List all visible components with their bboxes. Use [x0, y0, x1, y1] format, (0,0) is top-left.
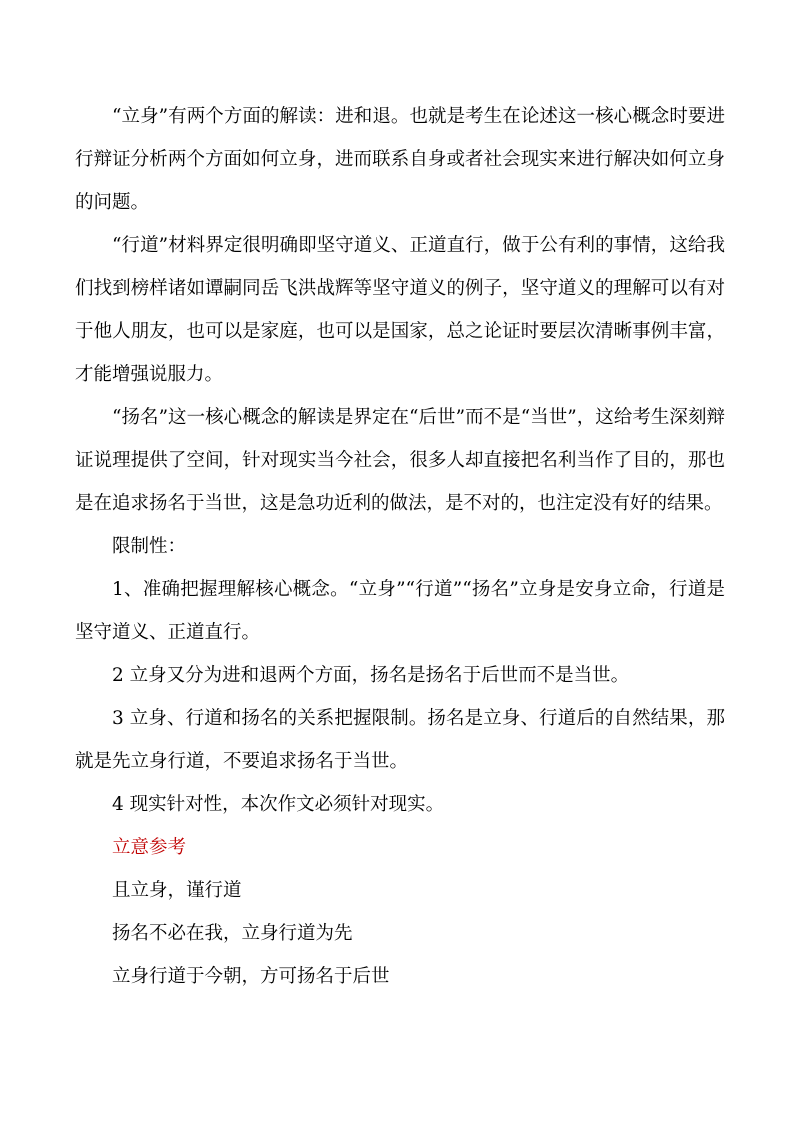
reference-item-2: 扬名不必在我，立身行道为先 [112, 923, 353, 944]
limits-item-3: 3 立身、行道和扬名的关系把握限制。扬名是立身、行道后的自然结果，那就是先立身行道，不要追求扬名于当世。 [75, 708, 725, 772]
reference-item-1: 且立身，谨行道 [112, 880, 242, 901]
limits-item-2: 2 立身又分为进和退两个方面，扬名是扬名于后世而不是当世。 [112, 665, 630, 686]
limits-item-4: 4 现实针对性，本次作文必须针对现实。 [112, 794, 445, 815]
paragraph-yangming: “扬名”这一核心概念的解读是界定在“后世”而不是“当世”，这给考生深刻辩证说理提供了空间，针对现实当今社会，很多人却直接把名利当作了目的，那也是在追求扬名于当世，这是急功近利的做法，是不对的，也注定没有好的结果。 [75, 407, 725, 514]
limits-heading: 限制性： [112, 536, 187, 557]
paragraph-lishen: “立身”有两个方面的解读：进和退。也就是考生在论述这一核心概念时要进行辩证分析两个方面如何立身，进而联系自身或者社会现实来进行解决如何立身的问题。 [75, 106, 725, 213]
reference-heading: 立意参考 [112, 837, 187, 858]
reference-item-3: 立身行道于今朝，方可扬名于后世 [112, 966, 390, 987]
limits-item-1: 1、准确把握理解核心概念。“立身”“行道”“扬名”立身是安身立命，行道是坚守道义、正道直行。 [75, 579, 725, 643]
paragraph-xingdao: “行道”材料界定很明确即坚守道义、正道直行，做于公有利的事情，这给我们找到榜样诸如谭嗣同岳飞洪战辉等坚守道义的例子，坚守道义的理解可以有对于他人朋友，也可以是家庭，也可以是国家，总之论证时要层次清晰事例丰富，才能增强说服力。 [75, 235, 725, 385]
document-body [75, 95, 725, 998]
